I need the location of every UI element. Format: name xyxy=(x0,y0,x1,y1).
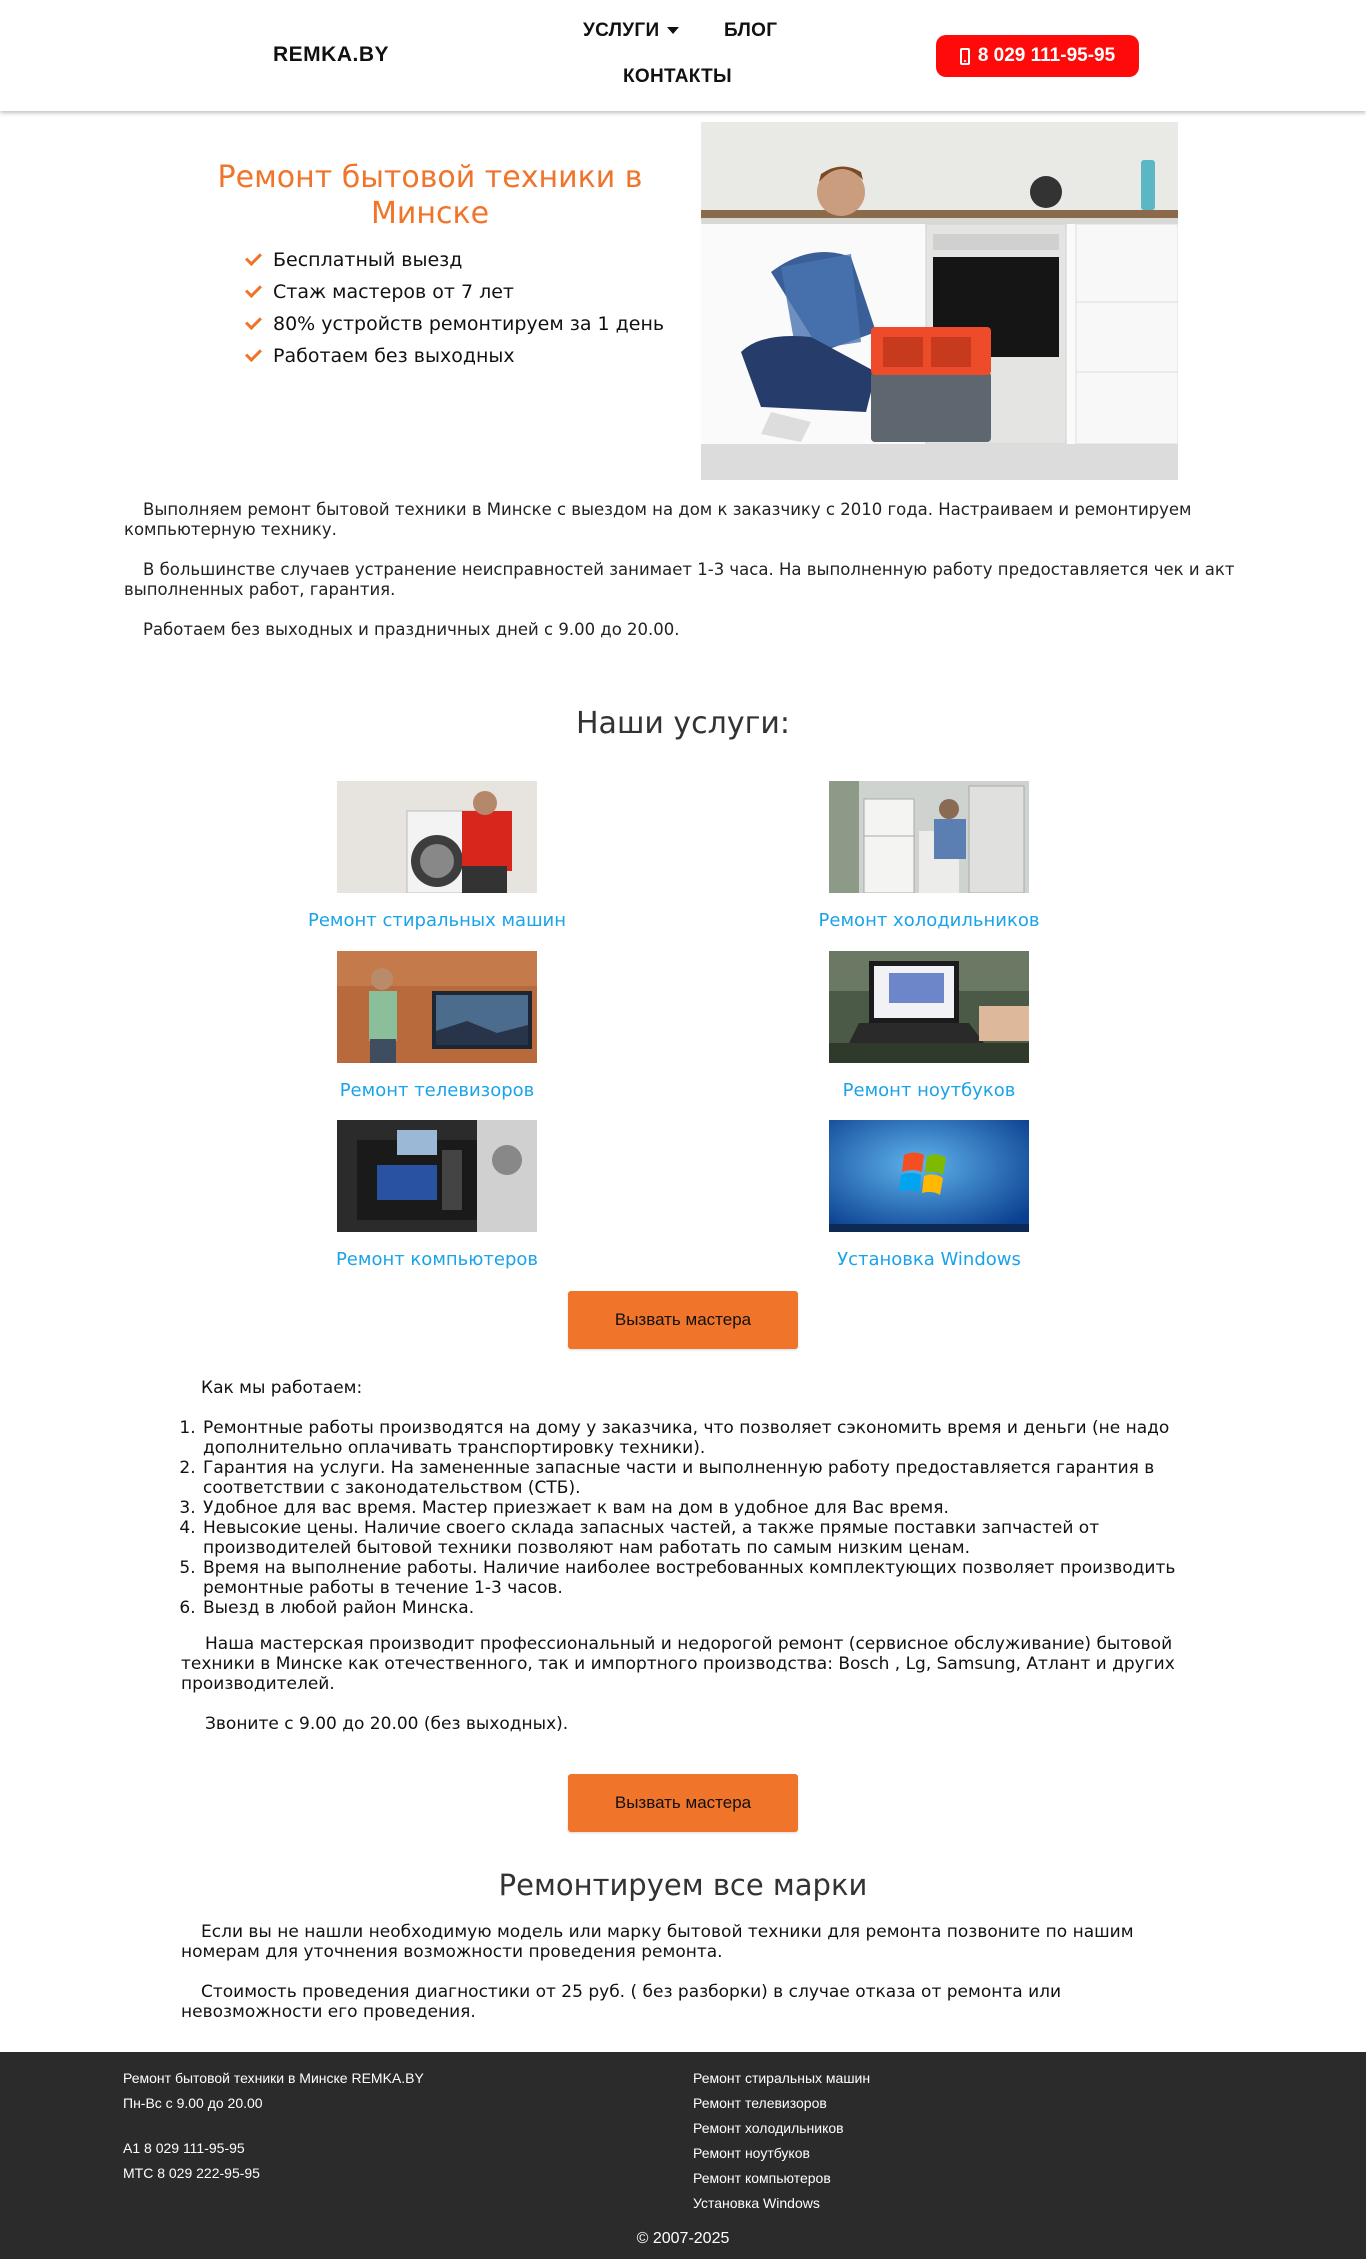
footer-hours: Пн-Вс с 9.00 до 20.00 xyxy=(123,2095,263,2111)
feature-item xyxy=(246,340,664,372)
site-footer xyxy=(0,2052,1366,2259)
footer-copyright: © 2007-2025 xyxy=(636,2230,730,2247)
service-image[interactable] xyxy=(337,781,537,893)
brands-text xyxy=(181,1922,1191,2042)
feature-text: 80% устройств ремонтируем за 1 день xyxy=(273,313,665,335)
phone-number: 8 029 111-95-95 xyxy=(977,45,1116,66)
footer-link[interactable]: Ремонт стиральных машин xyxy=(693,2070,871,2086)
nav-services[interactable] xyxy=(583,20,679,42)
call-hours-text: Звоните с 9.00 до 20.00 (без выходных). xyxy=(205,1714,569,1734)
feature-text: Работаем без выходных xyxy=(273,345,515,367)
service-image[interactable] xyxy=(337,951,537,1063)
check-icon xyxy=(245,249,262,266)
feature-text: Стаж мастеров от 7 лет xyxy=(273,281,514,303)
services-title: Наши услуги: xyxy=(576,706,790,741)
brands-paragraph: Если вы не нашли необходимую модель или марку бытовой техники для ремонта позвоните по нашим номерам для уточнения возможности проведения ремонта. xyxy=(181,1922,1134,1962)
service-windows[interactable] xyxy=(729,1120,1129,1270)
chevron-down-icon xyxy=(667,27,679,34)
check-icon xyxy=(245,281,262,298)
step-item: 1. Ремонтные работы производятся на дому у заказчика, что позволяет сэкономить время и деньги (не надо дополнительно оплачивать транспортировку техники). xyxy=(201,1418,1191,1458)
service-link[interactable]: Ремонт стиральных машин xyxy=(307,910,567,931)
step-item: 5. Время на выполнение работы. Наличие наиболее востребованных комплектующих позволяет производить ремонтные работы в течение 1-3 часов. xyxy=(201,1558,1191,1598)
feature-item xyxy=(246,276,664,308)
footer-contacts xyxy=(123,2066,424,2186)
footer-link[interactable]: Установка Windows xyxy=(693,2195,820,2211)
intro-paragraph: Выполняем ремонт бытовой техники в Минске с выездом на дом к заказчику с 2010 года. Настраиваем и ремонтируем компьютерную технику. xyxy=(124,500,1192,539)
service-link[interactable]: Ремонт холодильников xyxy=(818,910,1040,931)
site-logo[interactable]: REMKA.BY xyxy=(273,43,390,66)
feature-item xyxy=(246,244,664,276)
footer-link[interactable]: Ремонт ноутбуков xyxy=(693,2145,810,2161)
phone-button[interactable] xyxy=(936,35,1139,77)
footer-link[interactable]: Ремонт компьютеров xyxy=(693,2170,831,2186)
feature-text: Бесплатный выезд xyxy=(273,249,463,271)
service-image[interactable] xyxy=(829,781,1029,893)
how-we-work-title: Как мы работаем: xyxy=(201,1378,363,1398)
site-header xyxy=(0,0,1366,111)
check-icon xyxy=(245,313,262,330)
service-tvs[interactable] xyxy=(237,951,637,1101)
step-item: 6. Выезд в любой район Минска. xyxy=(201,1598,1191,1618)
call-master-button-2[interactable]: Вызвать мастера xyxy=(568,1774,798,1832)
intro-text xyxy=(124,500,1244,660)
service-link[interactable]: Ремонт телевизоров xyxy=(339,1080,535,1101)
brands-paragraph: Стоимость проведения диагностики от 25 руб. ( без разборки) в случае отказа от ремонта или невозможности его проведения. xyxy=(181,1982,1062,2022)
service-image[interactable] xyxy=(337,1120,537,1232)
service-link[interactable]: Установка Windows xyxy=(837,1249,1021,1270)
footer-link[interactable]: Ремонт холодильников xyxy=(693,2120,844,2136)
service-image[interactable] xyxy=(829,1120,1029,1232)
how-we-work xyxy=(181,1378,1191,1734)
nav-services-label: УСЛУГИ xyxy=(583,20,660,41)
hero-photo xyxy=(701,122,1178,480)
footer-phone-a1[interactable]: A1 8 029 111-95-95 xyxy=(123,2140,245,2156)
service-fridges[interactable] xyxy=(729,781,1129,931)
service-link[interactable]: Ремонт ноутбуков xyxy=(842,1080,1016,1101)
mobile-phone-icon xyxy=(960,48,970,65)
steps-list xyxy=(201,1418,1191,1618)
nav-contacts[interactable]: КОНТАКТЫ xyxy=(623,66,732,87)
footer-company: Ремонт бытовой техники в Минске REMKA.BY xyxy=(123,2070,424,2086)
intro-paragraph: Работаем без выходных и праздничных дней с 9.00 до 20.00. xyxy=(143,620,680,639)
step-item: 2. Гарантия на услуги. На замененные запасные части и выполненную работу предоставляется гарантия в соответствии с законодательством (СТБ). xyxy=(201,1458,1191,1498)
nav-blog[interactable]: БЛОГ xyxy=(724,20,778,41)
workshop-text: Наша мастерская производит профессиональный и недорогой ремонт (сервисное обслуживание) бытовой техники в Минске как отечественного, так и импортного производства: Bosch , Lg, Samsung, Атлант и других производителей. xyxy=(181,1634,1175,1694)
step-item: 4. Невысокие цены. Наличие своего склада запасных частей, а также прямые поставки запчастей от производителей бытовой техники позволяют нам работать по самым низким ценам. xyxy=(201,1518,1191,1558)
brands-title: Ремонтируем все марки xyxy=(498,1868,868,1902)
footer-links xyxy=(693,2066,870,2216)
intro-paragraph: В большинстве случаев устранение неисправностей занимает 1-3 часа. На выполненную работу предоставляется чек и акт выполненных работ, гарантия. xyxy=(124,560,1235,599)
footer-link[interactable]: Ремонт телевизоров xyxy=(693,2095,827,2111)
feature-list xyxy=(246,244,664,372)
step-item: 3. Удобное для вас время. Мастер приезжает к вам на дом в удобное для Вас время. xyxy=(201,1498,1191,1518)
service-washing-machines[interactable] xyxy=(237,781,637,931)
footer-phone-mts[interactable]: МТС 8 029 222-95-95 xyxy=(123,2165,260,2181)
service-link[interactable]: Ремонт компьютеров xyxy=(335,1249,539,1270)
check-icon xyxy=(245,345,262,362)
feature-item xyxy=(246,308,664,340)
hero-title: Ремонт бытовой техники в Минске xyxy=(217,160,643,231)
service-computers[interactable] xyxy=(237,1120,637,1270)
service-laptops[interactable] xyxy=(729,951,1129,1101)
call-master-button[interactable]: Вызвать мастера xyxy=(568,1291,798,1349)
service-image[interactable] xyxy=(829,951,1029,1063)
